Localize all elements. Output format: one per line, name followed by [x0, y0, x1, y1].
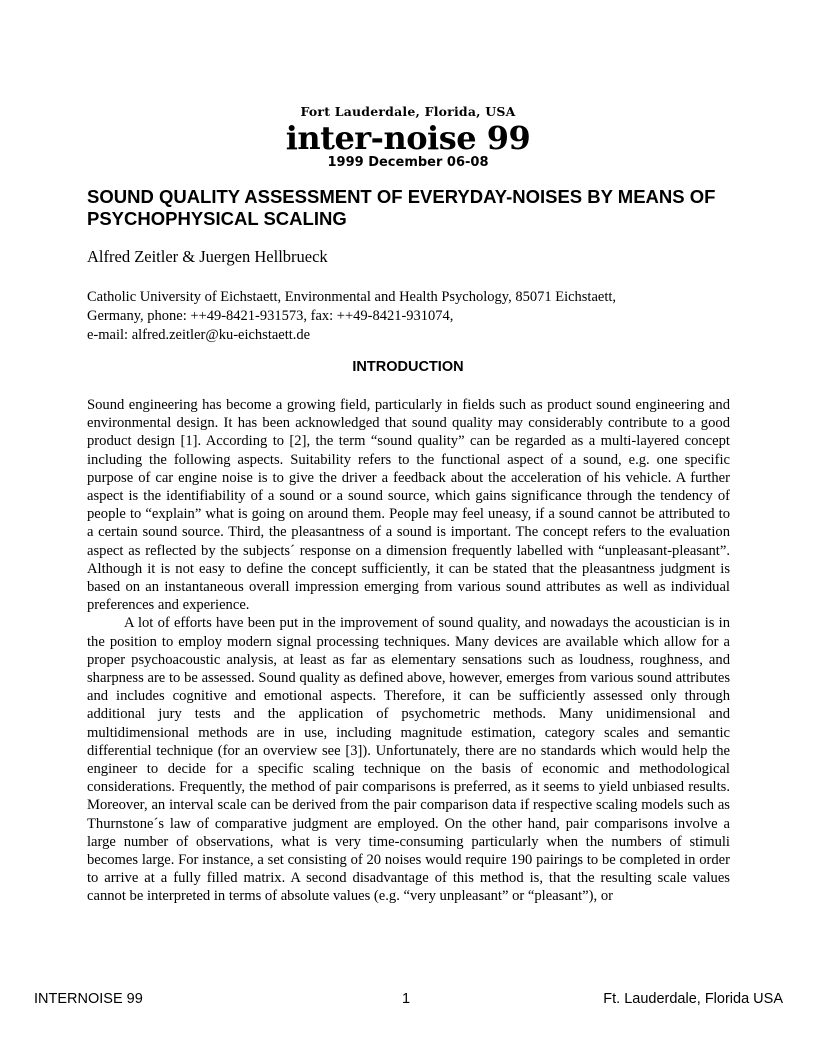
- page-footer: [0, 991, 816, 1011]
- footer-location: Ft. Lauderdale, Florida USA: [603, 991, 783, 1007]
- footer-conference-name: INTERNOISE 99: [34, 991, 143, 1007]
- section-body: [87, 396, 730, 906]
- conference-header: [0, 104, 816, 170]
- conference-logo: inter-noise 99: [285, 119, 531, 157]
- body-paragraph: Sound engineering has become a growing field, particularly in fields such as product sound engineering and environmental design. It has been acknowledged that sound quality may considerably contribute to a good product design [1]. According to [2], the term “sound quality” can be regarded as a multi-layered concept including the following aspects. Suitability refers to the functional aspect of a sound, e.g. one specific purpose of car engine noise is to give the driver a feedback about the acceleration of his vehicle. A further aspect is the identifiability of a sound or a sound source, which gains significance through the tendency of people to “explain” what is going on around them. People may feel uneasy, if a sound cannot be attributed to a certain sound source. Third, the pleasantness of a sound is important. The concept refers to the evaluation aspect as reflected by the subjects´ response on a dimension frequently labelled with “unpleasant-pleasant”. Although it is not easy to define the concept sufficiently, it can be stated that the pleasantness judgment is based on an instantaneous overall impression emerging from various sound attributes as well as individual preferences and experience.: [87, 397, 730, 614]
- affiliation-email: e-mail: alfred.zeitler@ku-eichstaett.de: [87, 327, 311, 343]
- paper-title: SOUND QUALITY ASSESSMENT OF EVERYDAY-NOISES BY MEANS OF PSYCHOPHYSICAL SCALING: [87, 186, 716, 229]
- section-heading: INTRODUCTION: [352, 359, 464, 375]
- affiliation-line: Germany, phone: ++49-8421-931573, fax: ++49-8421-931074,: [87, 308, 454, 324]
- author-affiliation: [87, 288, 737, 345]
- body-paragraph: A lot of efforts have been put in the improvement of sound quality, and nowadays the acoustician is in the position to employ modern signal processing techniques. Many devices are available which allow for a proper psychoacoustic analysis, at least as far as elementary sensations such as loudness, roughness, and sharpness are to be assessed. Sound quality as defined above, however, emerges from various sound attributes and includes cognitive and emotional aspects. Therefore, it can be sufficiently assessed only through additional jury tests and the application of psychometric methods. Many unidimensional and multidimensional methods are in use, including magnitude estimation, category scales and semantic differential technique (for an overview see [3]). Unfortunately, there are no standards which would help the engineer to decide for a specific scaling technique on the basis of economic and methodological considerations. Frequently, the method of pair comparisons is preferred, as it seems to yield unbiased results. Moreover, an interval scale can be derived from the pair comparison data if respective scaling models such as Thurnstone´s law of comparative judgment are employed. On the other hand, pair comparisons involve a large number of observations, what is very time-consuming particularly when the numbers of stimuli becomes large. For instance, a set consisting of 20 noises would require 190 pairings to be completed in order to arrive at a fully filled matrix. A second disadvantage of this method is, that the resulting scale values cannot be interpreted in terms of absolute values (e.g. “very unpleasant” or “pleasant”), or: [87, 615, 730, 905]
- footer-page-number: 1: [402, 991, 411, 1007]
- conference-location: Fort Lauderdale, Florida, USA: [300, 104, 516, 119]
- conference-dates: 1999 December 06-08: [327, 155, 489, 170]
- affiliation-line: Catholic University of Eichstaett, Environmental and Health Psychology, 85071 Eichstaett,: [87, 289, 617, 305]
- paper-authors: Alfred Zeitler & Juergen Hellbrueck: [87, 247, 328, 266]
